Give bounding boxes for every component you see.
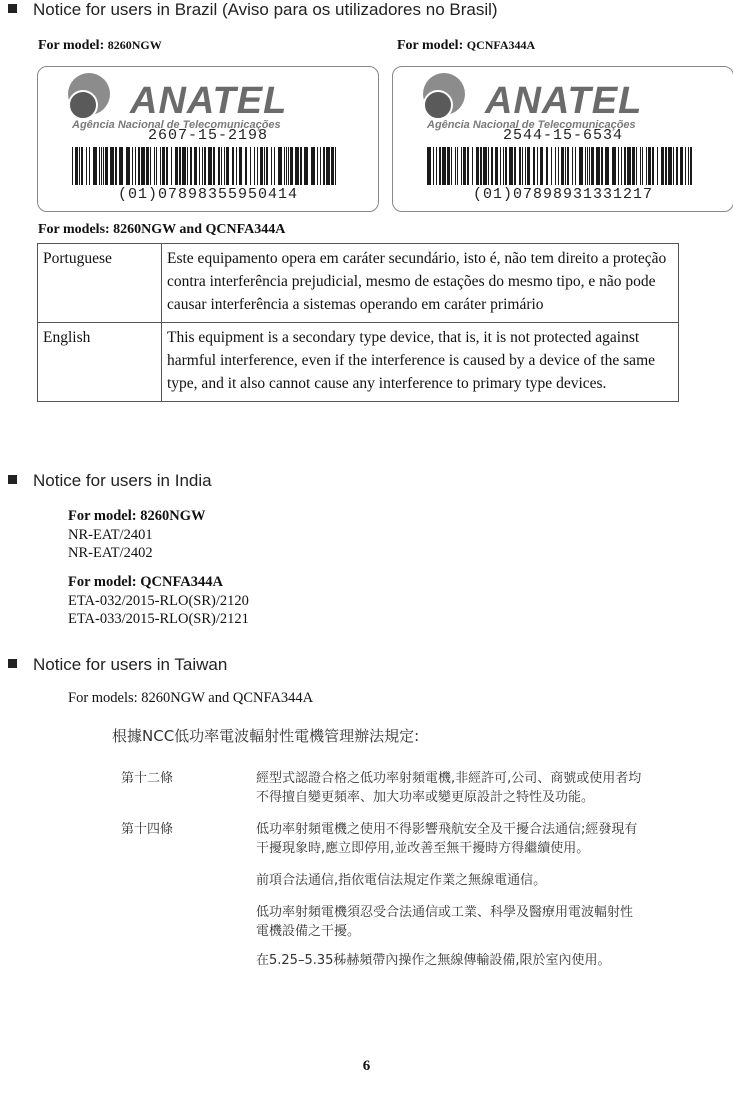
barcode-stripe — [488, 147, 489, 185]
barcode-stripe — [284, 147, 285, 185]
model-label-text: For model: — [38, 38, 105, 53]
taiwan-para-1: 前項合法通信,指依電信法規定作業之無線電通信。 — [256, 873, 547, 888]
barcode-stripe — [254, 147, 255, 185]
barcode-stripe — [326, 147, 330, 185]
barcode-stripe — [618, 147, 619, 185]
square-bullet-icon — [8, 659, 17, 668]
article-12-label: 第十二條 — [121, 771, 174, 786]
india-heading — [8, 471, 212, 491]
barcode-stripe — [264, 147, 265, 185]
barcode-stripe — [567, 147, 569, 185]
barcode-stripe — [540, 147, 543, 185]
barcode-stripe — [657, 147, 658, 185]
barcode-stripe — [491, 147, 493, 185]
barcode-stripe — [226, 147, 229, 185]
barcode-stripe — [612, 147, 616, 185]
barcode-stripe — [79, 147, 80, 185]
barcode-stripe — [323, 147, 325, 185]
barcode-stripe — [257, 147, 258, 185]
anatel-card-qcnfa344a — [392, 66, 733, 212]
ncc-regulation-title: 根據NCC低功率電波輻射性電機管理辦法規定: — [112, 727, 420, 745]
barcode-stripe — [503, 147, 504, 185]
barcode-stripe — [138, 147, 140, 185]
barcode-stripe — [652, 147, 654, 185]
barcode-stripe — [525, 147, 526, 185]
anatel-logo-dot-icon — [68, 90, 98, 120]
barcode-stripe — [500, 147, 501, 185]
barcode-stripe — [690, 147, 692, 185]
taiwan-models-line: For models: 8260NGW and QCNFA344A — [68, 690, 314, 706]
barcode-stripe — [646, 147, 647, 185]
barcode-stripe — [572, 147, 573, 185]
barcode-stripe — [527, 147, 530, 185]
anatel-logo-text: ANATEL — [130, 80, 288, 122]
barcode-stripe — [673, 147, 674, 185]
square-bullet-icon — [8, 475, 17, 484]
barcode-stripe — [274, 147, 275, 185]
india-cert-line: ETA-033/2015-RLO(SR)/2121 — [68, 611, 249, 627]
article-14-label: 第十四條 — [121, 822, 174, 837]
barcode-stripe — [546, 147, 548, 185]
taiwan-heading — [8, 655, 227, 675]
india-cert-line: NR-EAT/2402 — [68, 545, 153, 561]
barcode-stripe — [627, 147, 631, 185]
barcode-stripe — [451, 147, 452, 185]
barcode-stripe — [463, 147, 466, 185]
barcode-stripe — [642, 147, 643, 185]
barcode-stripe — [99, 147, 100, 185]
barcode-stripe — [110, 147, 114, 185]
barcode-stripe — [472, 147, 473, 185]
barcode-stripe — [561, 147, 564, 185]
barcode-number: (01)07898931331217 — [472, 186, 654, 203]
taiwan-para-3: 在5.25–5.35秭赫頻帶內操作之無線傳輸設備,限於室內使用。 — [256, 953, 611, 968]
barcode-stripe — [331, 147, 334, 185]
barcode-stripe — [436, 147, 437, 185]
barcode-stripe — [522, 147, 523, 185]
barcode-stripe — [182, 147, 186, 185]
article-14-line: 干擾現象時,應立即停用,並改善至無干擾時方得繼續使用。 — [256, 841, 590, 856]
india-model1-title: For model: 8260NGW — [68, 508, 206, 524]
barcode-stripe — [688, 147, 689, 185]
barcode-stripe — [480, 147, 482, 185]
barcode-stripe — [304, 147, 308, 185]
anatel-logo-text: ANATEL — [485, 80, 643, 122]
barcode-stripe — [250, 147, 251, 185]
barcode-stripe — [558, 147, 559, 185]
table-row — [38, 244, 679, 323]
barcode-stripe — [204, 147, 206, 185]
barcode-stripe — [300, 147, 302, 185]
barcode-stripe — [533, 147, 535, 185]
barcode-stripe — [427, 147, 431, 185]
barcode-stripe — [621, 147, 622, 185]
barcode-stripe — [555, 147, 556, 185]
table-cell-language: Portuguese — [38, 244, 162, 323]
barcode-stripe — [160, 147, 161, 185]
barcode-stripe — [495, 147, 498, 185]
anatel-card-8260ngw — [37, 66, 379, 212]
barcode-stripe — [591, 147, 594, 185]
barcode-stripe — [551, 147, 552, 185]
barcode-stripe — [146, 147, 149, 185]
taiwan-para-2-line: 電機設備之干擾。 — [256, 924, 361, 939]
barcode-stripe — [514, 147, 516, 185]
barcode-stripe — [72, 147, 73, 185]
anatel-cert-number: 2544-15-6534 — [502, 127, 624, 144]
barcode-stripe — [266, 147, 268, 185]
barcode-stripe — [213, 147, 215, 185]
barcode-stripe — [171, 147, 172, 185]
barcode-stripe — [75, 147, 78, 185]
brazil-notice-table — [37, 243, 679, 402]
barcode-stripe — [676, 147, 678, 185]
model-label-text: For model: — [397, 38, 464, 53]
barcode-stripe — [245, 147, 247, 185]
barcode-stripe — [442, 147, 446, 185]
barcode-stripe — [154, 147, 155, 185]
barcode-stripe — [218, 147, 220, 185]
barcode-stripe — [101, 147, 102, 185]
barcode-stripe — [483, 147, 487, 185]
barcode-stripe — [335, 147, 336, 185]
barcode-stripe — [239, 147, 242, 185]
barcode-stripe — [589, 147, 590, 185]
india-cert-line: NR-EAT/2401 — [68, 527, 153, 543]
barcode-stripe — [579, 147, 583, 185]
taiwan-heading-text: Notice for users in Taiwan — [33, 655, 228, 674]
page-number: 6 — [362, 1058, 371, 1074]
barcode-stripe — [156, 147, 157, 185]
barcode-stripe — [447, 147, 450, 185]
india-cert-line: ETA-032/2015-RLO(SR)/2120 — [68, 593, 249, 609]
barcode-stripe — [596, 147, 600, 185]
barcode-stripe — [190, 147, 192, 185]
barcode-stripe — [221, 147, 222, 185]
barcode-stripe — [202, 147, 203, 185]
table-cell-text: This equipment is a secondary type device, that is, it is not protected against harmful interference, even if the interference is caused by a device of the same type, and it also cannot cause any interference to primary type devices. — [162, 323, 679, 402]
barcode-stripe — [295, 147, 299, 185]
barcode-stripe — [236, 147, 237, 185]
barcode-stripe — [232, 147, 234, 185]
barcode-stripe — [311, 147, 315, 185]
barcode-stripe — [132, 147, 133, 185]
barcode-stripe — [224, 147, 225, 185]
barcode-stripe — [585, 147, 586, 185]
barcode-stripe — [320, 147, 321, 185]
barcode-stripe — [632, 147, 635, 185]
table-row — [38, 323, 679, 402]
anatel-agency-text: Agência Nacional de Telecomunicações — [72, 119, 281, 131]
barcode-stripe — [648, 147, 651, 185]
barcode-stripe — [199, 147, 200, 185]
anatel-cert-number: 2607-15-2198 — [147, 127, 269, 144]
anatel-logo-dot-icon — [423, 90, 453, 120]
barcode-stripe — [457, 147, 458, 185]
india-model2-title: For model: QCNFA344A — [68, 574, 223, 590]
model-code: QCNFA344A — [466, 38, 536, 52]
barcode-stripe — [179, 147, 181, 185]
barcode-stripe — [636, 147, 637, 185]
barcode-stripe — [162, 147, 165, 185]
barcode-stripe — [278, 147, 282, 185]
barcode-stripe — [587, 147, 588, 185]
barcode-icon — [427, 147, 697, 185]
barcode-stripe — [286, 147, 287, 185]
barcode-stripe — [509, 147, 513, 185]
barcode-stripe — [537, 147, 538, 185]
barcode-stripe — [81, 147, 83, 185]
barcode-stripe — [601, 147, 603, 185]
anatel-agency-text: Agência Nacional de Telecomunicações — [427, 119, 636, 131]
barcode-stripe — [476, 147, 479, 185]
barcode-stripe — [271, 147, 272, 185]
model-code: 8260NGW — [107, 38, 162, 52]
barcode-stripe — [317, 147, 318, 185]
barcode-stripe — [187, 147, 188, 185]
barcode-stripe — [433, 147, 434, 185]
barcode-stripe — [685, 147, 686, 185]
barcode-stripe — [605, 147, 609, 185]
taiwan-para-2-line: 低功率射頻電機須忍受合法通信或工業、科學及醫療用電波輻射性 — [256, 905, 634, 920]
barcode-stripe — [150, 147, 151, 185]
barcode-stripe — [455, 147, 456, 185]
barcode-stripe — [86, 147, 87, 185]
barcode-stripe — [624, 147, 626, 185]
square-bullet-icon — [8, 4, 17, 13]
brazil-model1-label — [38, 38, 162, 54]
barcode-stripe — [461, 147, 462, 185]
barcode-stripe — [115, 147, 117, 185]
barcode-stripe — [680, 147, 683, 185]
brazil-heading-text: Notice for users in Brazil (Aviso para os utilizadores no Brasil) — [33, 0, 498, 19]
brazil-model2-label — [397, 38, 535, 54]
barcode-stripe — [290, 147, 293, 185]
barcode-stripe — [89, 147, 90, 185]
barcode-icon — [72, 147, 342, 185]
barcode-stripe — [288, 147, 289, 185]
article-12-line: 經型式認證合格之低功率射頻電機,非經許可,公司、商號或使用者均 — [256, 771, 642, 786]
barcode-stripe — [119, 147, 123, 185]
article-14-line: 低功率射頻電機之使用不得影響飛航安全及干擾合法通信;經發現有 — [256, 822, 638, 837]
barcode-stripe — [135, 147, 136, 185]
barcode-stripe — [565, 147, 566, 185]
barcode-stripe — [105, 147, 108, 185]
barcode-number: (01)07898355950414 — [117, 186, 299, 203]
barcode-stripe — [208, 147, 212, 185]
barcode-stripe — [505, 147, 507, 185]
barcode-stripe — [668, 147, 672, 185]
india-heading-text: Notice for users in India — [33, 471, 212, 490]
barcode-stripe — [519, 147, 521, 185]
barcode-stripe — [103, 147, 104, 185]
barcode-stripe — [141, 147, 145, 185]
barcode-stripe — [166, 147, 168, 185]
barcode-stripe — [665, 147, 667, 185]
barcode-stripe — [260, 147, 263, 185]
table-cell-language: English — [38, 323, 162, 402]
barcode-stripe — [93, 147, 97, 185]
barcode-stripe — [194, 147, 197, 185]
brazil-models-line: For models: 8260NGW and QCNFA344A — [38, 222, 286, 237]
barcode-stripe — [467, 147, 469, 185]
barcode-stripe — [575, 147, 576, 185]
barcode-stripe — [640, 147, 641, 185]
brazil-heading — [8, 0, 498, 20]
table-cell-text: Este equipamento opera em caráter secundário, isto é, não tem direito a proteção contra interferência prejudicial, mesmo de estações do mesmo tipo, e não pode causar interferência a sistemas operando em caráter primário — [162, 244, 679, 323]
barcode-stripe — [175, 147, 178, 185]
article-12-line: 不得擅自變更頻率、加大功率或變更原設計之特性及功能。 — [256, 790, 595, 805]
barcode-stripe — [661, 147, 664, 185]
barcode-stripe — [126, 147, 130, 185]
barcode-stripe — [439, 147, 441, 185]
